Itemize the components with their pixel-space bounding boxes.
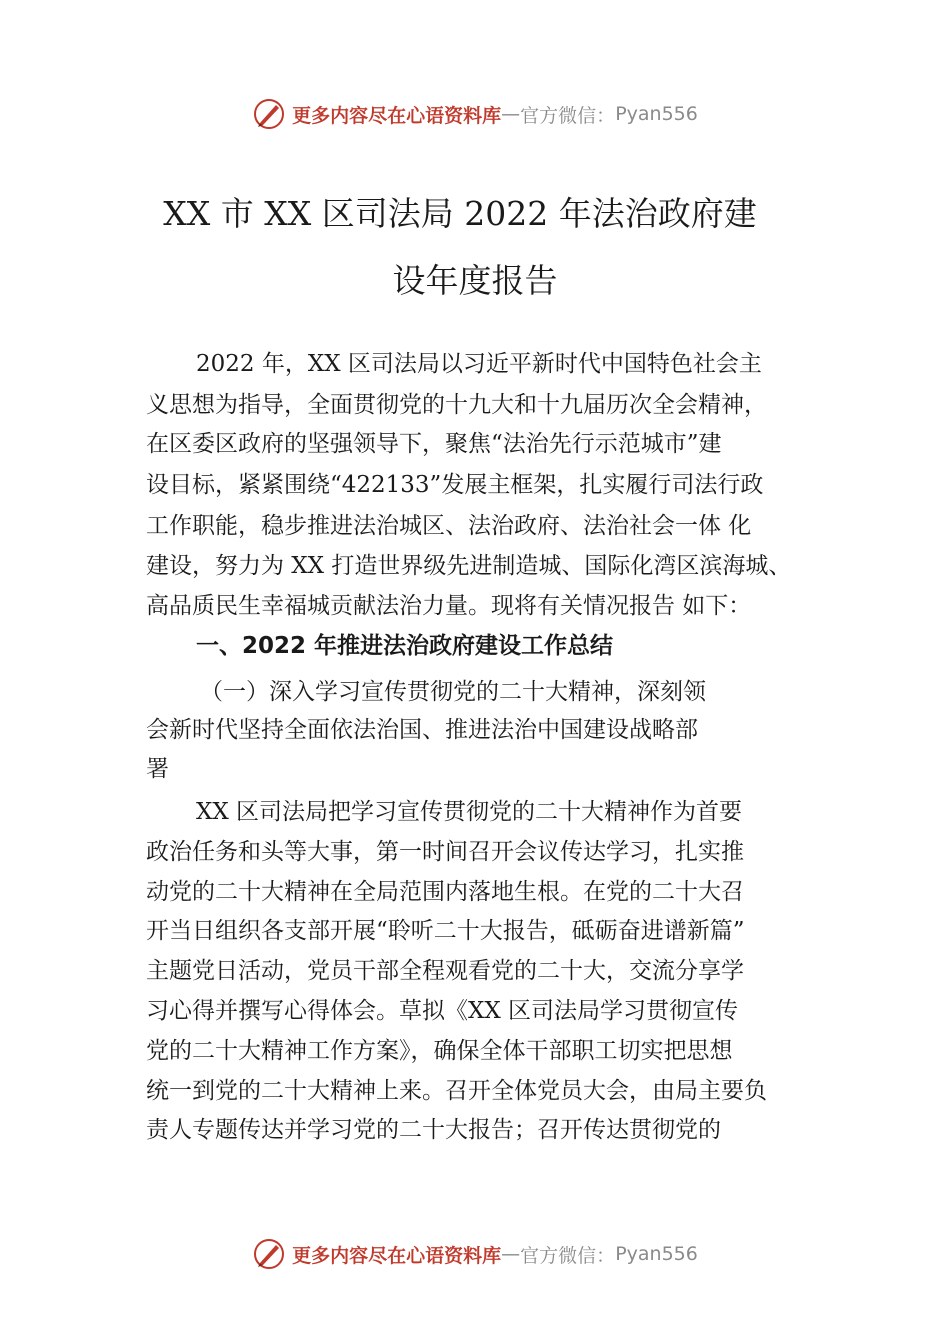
subsection-heading-line: 署 xyxy=(146,756,169,782)
watermark-footer xyxy=(0,1236,950,1272)
body-line: 政治任务和头等大事，第一时间召开会议传达学习，扎实推 xyxy=(146,839,744,865)
watermark-header xyxy=(0,96,950,132)
body-line: 建设，努力为 XX 打造世界级先进制造城、国际化湾区滨海城、 xyxy=(146,553,792,579)
watermark-main-text: 更多内容尽在心语资料库 xyxy=(292,104,502,127)
watermark-dash: — xyxy=(501,1243,521,1265)
body-line: 设目标，紧紧围绕“422133”发展主框架，扎实履行司法行政 xyxy=(146,472,764,498)
body-line: 工作职能，稳步推进法治城区、法治政府、法治社会一体 化 xyxy=(146,513,752,539)
body-line: 主题党日活动，党员干部全程观看党的二十大，交流分享学 xyxy=(146,958,744,984)
body-line: 责人专题传达并学习党的二十大报告；召开传达贯彻党的 xyxy=(146,1117,721,1143)
body-line: 高品质民生幸福城贡献法治力量。现将有关情况报告 如下： xyxy=(146,593,752,619)
subsection-heading-line: （一）深入学习宣传贯彻党的二十大精神，深刻领 xyxy=(200,679,706,705)
body-line: 2022 年，XX 区司法局以习近平新时代中国特色社会主 xyxy=(196,351,762,377)
body-line: 开当日组织各支部开展“聆听二十大报告，砥砺奋进谱新篇” xyxy=(146,918,745,944)
watermark-id: Pyan556 xyxy=(615,1243,698,1265)
body-line: 义思想为指导，全面贯彻党的十九大和十九届历次全会精神， xyxy=(146,392,767,418)
body-line: 习心得并撰写心得体会。草拟《XX 区司法局学习贯彻宣传 xyxy=(146,998,739,1024)
section-heading-1: 一、2022 年推进法治政府建设工作总结 xyxy=(196,633,614,659)
body-line: 动党的二十大精神在全局范围内落地生根。在党的二十大召 xyxy=(146,879,744,905)
watermark-suffix: 官方微信： xyxy=(520,104,616,127)
subsection-heading-line: 会新时代坚持全面依法治国、推进法治中国建设战略部 xyxy=(146,717,698,743)
watermark-dash: — xyxy=(501,103,521,125)
watermark-suffix: 官方微信： xyxy=(520,1244,616,1267)
pen-logo-icon xyxy=(252,1237,286,1271)
pen-logo-icon xyxy=(252,97,286,131)
body-line: 统一到党的二十大精神上来。召开全体党员大会，由局主要负 xyxy=(146,1078,767,1104)
document-title-line-2: 设年度报告 xyxy=(392,261,558,300)
document-title-line-1: XX 市 XX 区司法局 2022 年法治政府建 xyxy=(163,194,757,233)
body-line: 党的二十大精神工作方案》，确保全体干部职工切实把思想 xyxy=(146,1038,733,1064)
watermark-id: Pyan556 xyxy=(615,103,698,125)
body-line: XX 区司法局把学习宣传贯彻党的二十大精神作为首要 xyxy=(196,799,743,825)
body-line: 在区委区政府的坚强领导下，聚焦“法治先行示范城市”建 xyxy=(146,431,722,457)
watermark-main-text: 更多内容尽在心语资料库 xyxy=(292,1244,502,1267)
